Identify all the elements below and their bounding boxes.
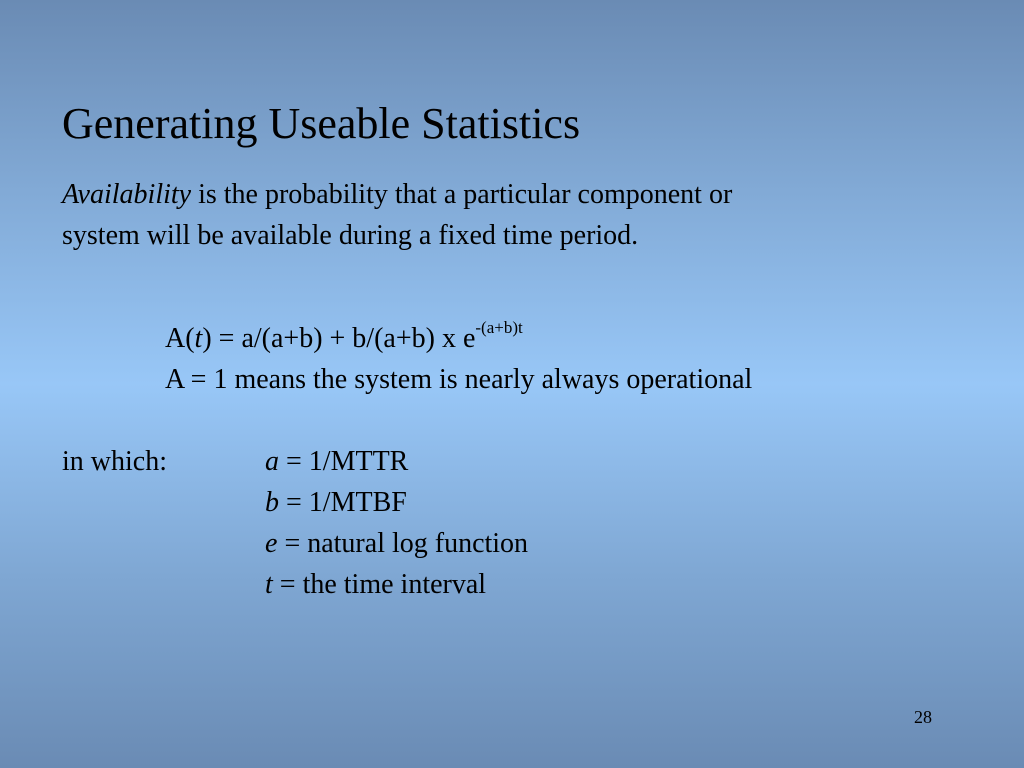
variable-symbol-a: a [265,446,279,477]
variable-definition-t [265,568,486,602]
availability-formula [165,317,523,356]
formula-prefix: A( [165,323,195,354]
formula-exponent: -(a+b)t [475,317,523,337]
variable-text-a: = 1/MTTR [279,446,409,477]
variable-text-t: = the time interval [272,569,487,600]
variable-text-e: = natural log function [277,528,529,559]
variable-symbol-t: t [265,569,273,600]
formula-time-variable: t [194,323,203,354]
in-which-label: in which: [62,446,167,477]
variable-symbol-b: b [265,487,279,518]
variable-definition-e [265,527,528,561]
variable-definition-a [265,445,408,479]
definition-line-1-text: is the probability that a particular component or [191,179,733,210]
page-number: 28 [914,707,932,727]
availability-meaning: A = 1 means the system is nearly always operational [165,364,753,395]
definition-line-1 [62,178,732,212]
formula-body: ) = a/(a+b) + b/(a+b) x e [202,323,476,354]
variable-definition-b [265,486,407,520]
definition-line-2: system will be available during a fixed time period. [62,220,639,251]
variable-symbol-e: e [265,528,278,559]
variable-text-b: = 1/MTBF [279,487,407,518]
availability-term: Availability [62,179,192,210]
slide-title: Generating Useable Statistics [62,99,581,148]
